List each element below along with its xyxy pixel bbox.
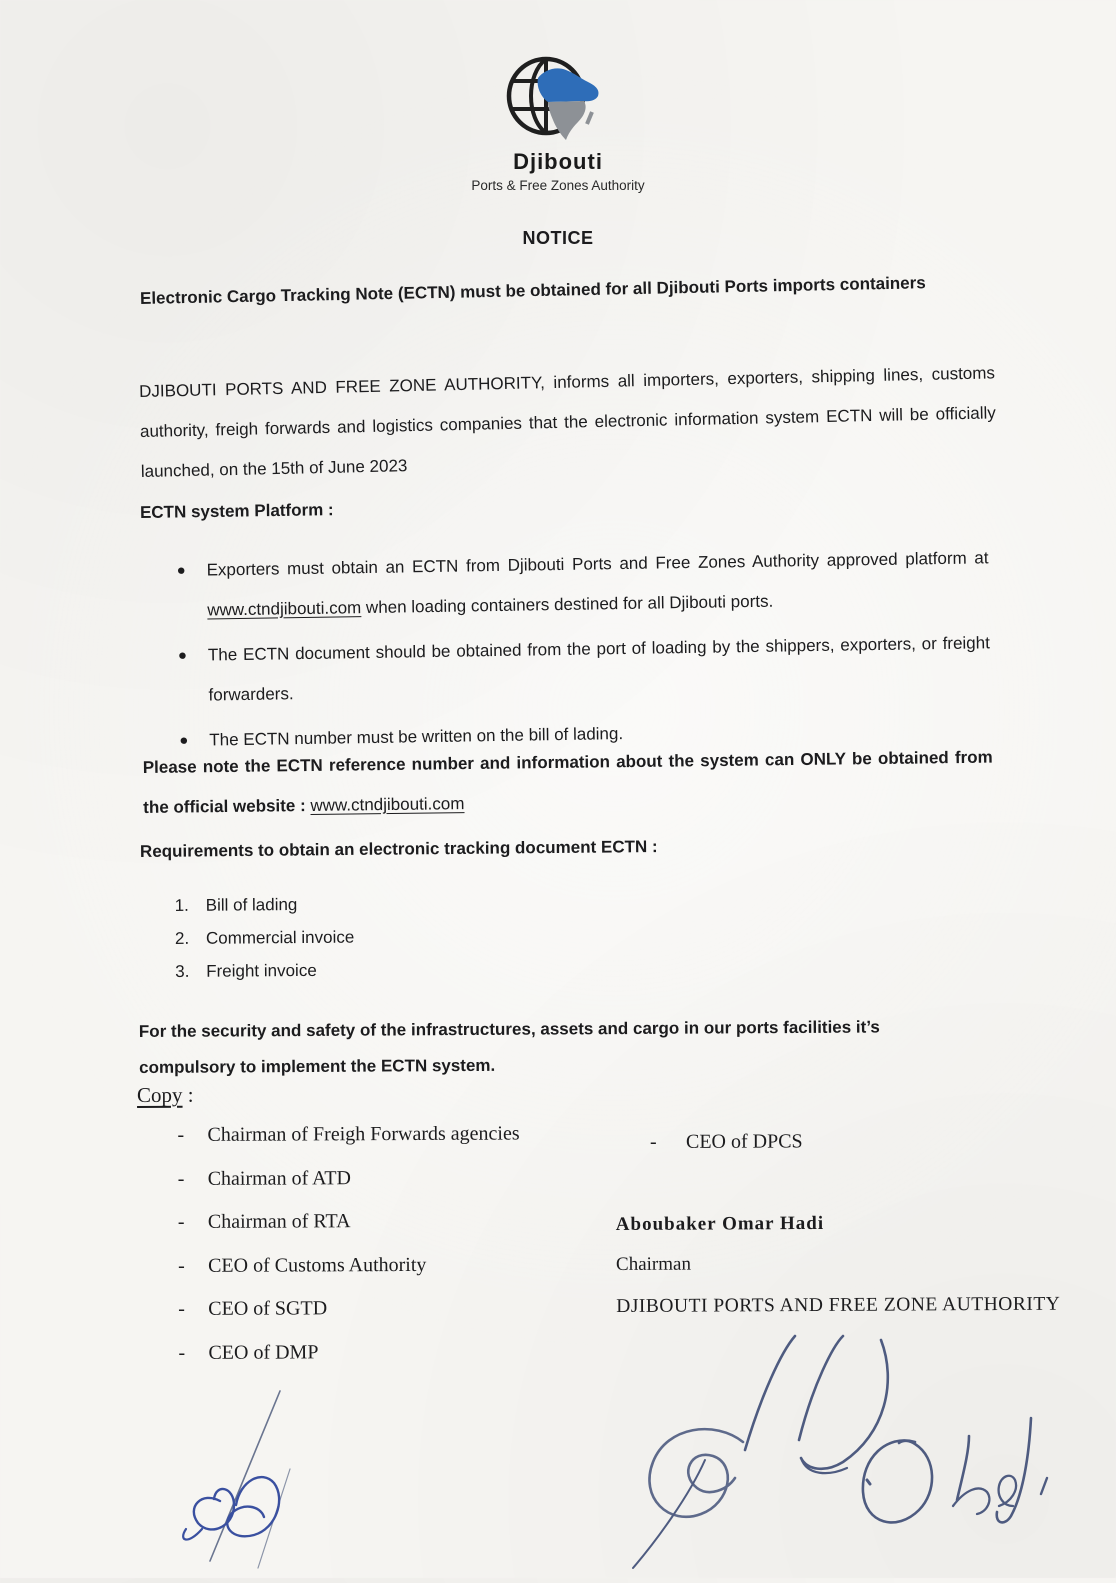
signatory-organization: DJIBOUTI PORTS AND FREE ZONE AUTHORITY	[616, 1293, 1061, 1317]
website-link: www.ctndjibouti.com	[207, 598, 362, 620]
platform-heading: ECTN system Platform :	[139, 500, 334, 522]
recipient-text: CEO of DPCS	[685, 1130, 803, 1153]
list-item	[178, 1340, 520, 1385]
list-item	[178, 1210, 520, 1255]
chairman-signature	[585, 1330, 1055, 1580]
list-item	[178, 1166, 520, 1211]
security-paragraph: For the security and safety of the infrastructures, assets and cargo in our ports facilities it’s compulsory to implement the ECTN system.	[138, 1017, 880, 1077]
globe-africa-logo-icon	[504, 50, 612, 147]
list-item	[178, 623, 991, 716]
list-item	[178, 1253, 520, 1298]
note-text: Please note the ECTN reference number and information about the system can ONLY be obtained from the official website :	[142, 747, 993, 817]
recipient-text: Chairman of ATD	[207, 1166, 352, 1190]
copy-recipients-right	[650, 1130, 803, 1174]
list-item	[176, 538, 989, 631]
bullet-icon: ●	[179, 731, 189, 749]
list-item	[175, 928, 354, 949]
list-item	[178, 1297, 520, 1342]
copy-label	[137, 1083, 194, 1108]
recipient-text: CEO of Customs Authority	[207, 1253, 427, 1277]
dash-marker: -	[177, 1123, 185, 1147]
intro-bold-paragraph: Electronic Cargo Tracking Note (ECTN) must be obtained for all Djibouti Ports imports containers	[139, 273, 926, 308]
logo-block	[0, 50, 1116, 193]
signatory-name: Aboubaker Omar Hadi	[615, 1212, 825, 1236]
list-number: 2.	[174, 928, 190, 948]
list-item	[650, 1130, 803, 1174]
notice-title: NOTICE	[522, 228, 594, 248]
dash-marker: -	[178, 1341, 186, 1364]
copy-colon: :	[182, 1082, 194, 1107]
intro-paragraph: DJIBOUTI PORTS AND FREE ZONE AUTHORITY, informs all importers, exporters, shipping lines, customs authority, freigh forwards and logistics companies that the electronic information system ECTN will be officially launched, on the 15th of June 2023	[138, 363, 996, 481]
list-item	[175, 961, 354, 982]
dash-marker: -	[178, 1254, 185, 1277]
website-link: www.ctndjibouti.com	[310, 794, 465, 815]
copy-word: Copy	[136, 1082, 183, 1107]
logo-subtitle: Ports & Free Zones Authority	[471, 178, 645, 193]
recipient-text: Chairman of Freigh Forwards agencies	[207, 1122, 520, 1146]
bullet-text: when loading containers destined for all Djibouti ports.	[361, 591, 774, 618]
dash-marker: -	[178, 1297, 185, 1320]
signatory-block	[616, 1212, 1061, 1318]
list-item	[177, 1123, 519, 1168]
list-item	[175, 895, 354, 916]
requirements-list	[175, 895, 355, 995]
dash-marker: -	[649, 1130, 657, 1153]
note-paragraph	[143, 738, 994, 828]
requirements-heading: Requirements to obtain an electronic tracking document ECTN :	[139, 837, 658, 861]
bullet-icon: ●	[176, 561, 186, 580]
logo-name: Djibouti	[513, 149, 603, 174]
list-number: 1.	[174, 895, 189, 916]
bullet-text: Exporters must obtain an ECTN from Djibouti Ports and Free Zones Authority approved platform at	[206, 548, 989, 580]
bullet-text: The ECTN document should be obtained from the port of loading by the shippers, exporters, or freight forwarders.	[207, 633, 991, 705]
bullet-icon: ●	[177, 646, 188, 664]
requirement-text: Commercial invoice	[205, 927, 355, 948]
dash-marker: -	[177, 1167, 185, 1190]
copy-recipients-left	[177, 1123, 520, 1385]
requirement-text: Freight invoice	[206, 960, 317, 981]
recipient-text: CEO of SGTD	[208, 1297, 328, 1320]
list-number: 3.	[175, 961, 190, 981]
recipient-text: CEO of DMP	[208, 1340, 319, 1364]
platform-bullet-list	[176, 538, 991, 765]
secondary-signature	[158, 1383, 338, 1583]
recipient-text: Chairman of RTA	[207, 1210, 351, 1233]
signatory-title: Chairman	[615, 1253, 691, 1275]
dash-marker: -	[177, 1210, 185, 1234]
requirement-text: Bill of lading	[205, 895, 298, 915]
bullet-text: The ECTN number must be written on the bill of lading.	[209, 723, 624, 750]
